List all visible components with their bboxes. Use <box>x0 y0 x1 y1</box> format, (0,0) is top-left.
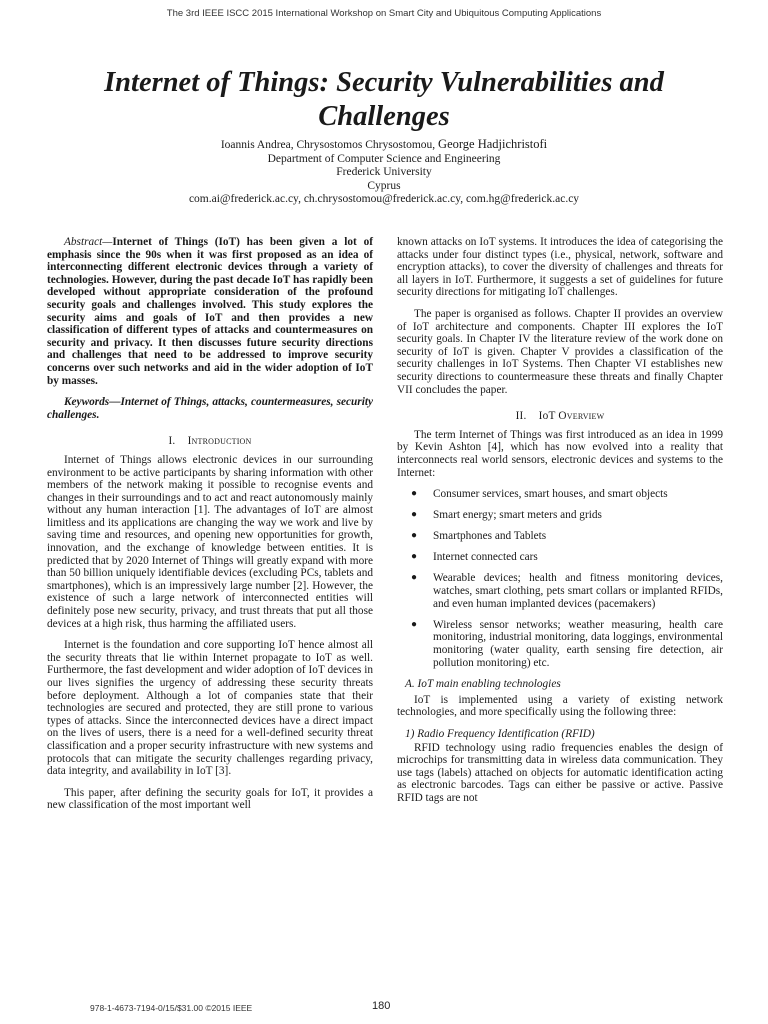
footer-isbn: 978-1-4673-7194-0/15/$31.00 ©2015 IEEE <box>90 1003 253 1013</box>
bullet-icon: ● <box>411 509 418 521</box>
section-heading-iot-overview <box>397 410 723 423</box>
subsubsection-heading-rfid: 1) Radio Frequency Identification (RFID) <box>405 727 595 740</box>
section-title: Introduction <box>187 435 252 448</box>
section-title-smallcaps: Overview <box>558 410 605 423</box>
list-item: ● Wearable devices; health and fitness monitoring devices, watches, smart clothing, pets smart collars or implanted RFIDs, and even human implanted devices (pacemakers) <box>411 572 723 610</box>
list-item: ● Smartphones and Tablets <box>411 530 547 543</box>
intro-paragraph-2: Internet is the foundation and core supporting IoT hence almost all the security threats that lie within Internet propagate to IoT as well. Furthermore, the fast development and wider adoption of IoT devices in our lives signifies the urgency of addressing these security threats before deployment. Although a lot of companies state that their technologies are secured and protected, they are still prone to various types of attacks. Since the interconnected devices have a direct impact on the lives of users, there is a need for a well-defined security threat classification and a proper security infrastructure with new systems and protocols that can mitigate the security challenges regarding privacy, data integrity, and availability in IoT [3]. <box>47 639 373 778</box>
author-names-part-b: George Hadjichristofi <box>438 137 548 151</box>
rfid-paragraph: RFID technology using radio frequencies enables the design of microchips for transmitting data in wireless data communication. They use tags (labels) attached on objects for automatic identification acting as electronic barcodes. Tags can either be passive or active. Passive RFID tags are not <box>397 741 723 804</box>
author-names-part-a: Ioannis Andrea, Chrysostomos Chrysostomou, <box>220 139 439 151</box>
bullet-icon: ● <box>411 551 418 563</box>
section-number: I. <box>168 435 176 448</box>
bullet-icon: ● <box>411 530 418 542</box>
abstract-lead: Abstract— <box>64 236 113 248</box>
list-item: ● Consumer services, smart houses, and smart objects <box>411 488 668 501</box>
keywords: Keywords—Internet of Things, attacks, countermeasures, security challenges. <box>47 396 373 421</box>
list-item: ● Smart energy; smart meters and grids <box>411 509 602 522</box>
bullet-icon: ● <box>411 488 418 500</box>
paper-title: Internet of Things: Security Vulnerabilities and Challenges <box>104 67 664 132</box>
page-number: 180 <box>372 1000 391 1012</box>
author-emails: com.ai@frederick.ac.cy, ch.chrysostomou@frederick.ac.cy, com.hg@frederick.ac.cy <box>188 193 580 206</box>
list-item: ● Internet connected cars <box>411 551 538 564</box>
bullet-icon: ● <box>411 572 418 584</box>
section-title-prefix: IoT <box>538 410 559 423</box>
author-university: Frederick University <box>336 166 432 179</box>
author-block <box>100 138 668 207</box>
overview-paragraph-1: The term Internet of Things was first introduced as an idea in 1999 by Kevin Ashton [4], which has now evolved into a reality that interconnects real world sensors, electronic devices and systems to the Internet: <box>397 428 723 479</box>
intro-paragraph-1: Internet of Things allows electronic devices in our surrounding environment to be active participants by sharing information with other members of the network making it possible to recognise events and changes in their surroundings and to act and react autonomously mainly without any human interaction [1]. The advantages of IoT are almost limitless and its applications are changing the way we work and live by saving time and resources, and opening new opportunities for growth, innovation, and the exchange of knowledge between entities. It is predicted that by 2020 Internet of Things will greatly expand with more than 50 billion uniquely identifiable devices (excluding PCs, tablets and smartphones), which is an impressively large number [2]. However, the existence of such a large network of interconnected entities will definitely pose new security, privacy, and trust threats that put all those devices at a high risk, thus harming the affiliated users. <box>47 453 373 630</box>
conference-header: The 3rd IEEE ISCC 2015 International Workshop on Smart City and Ubiquitous Computing Applications <box>166 8 602 19</box>
bullet-icon: ● <box>411 618 418 630</box>
overview-paragraph-2: IoT is implemented using a variety of existing network technologies, and more specifically using the following three: <box>397 693 723 719</box>
subsection-heading-enabling-technologies: A. IoT main enabling technologies <box>405 678 561 691</box>
intro-paragraph-3-continued: known attacks on IoT systems. It introduces the idea of categorising the attacks under four distinct types (i.e., physical, network, software and encryption attacks), to cover the diversity of challenges and threats for all layers in IoT. Furthermore, it suggests a set of guidelines for future security directions for mitigating IoT challenges. <box>397 236 723 299</box>
intro-paragraph-4: The paper is organised as follows. Chapter II provides an overview of IoT architecture and components. Chapter III explores the IoT security goals. In Chapter IV the literature review of the work done on security of IoT is given. Chapter V provides a classification of the security challenges in IoT Systems. Then Chapter VI establishes new security directions to countermeasure these threats and finally Chapter VII concludes the paper. <box>397 307 723 396</box>
section-number: II. <box>515 410 527 423</box>
author-department: Department of Computer Science and Engineering <box>267 152 501 165</box>
abstract-body: Internet of Things (IoT) has been given a lot of emphasis since the 90s when it was first proposed as an idea of interconnecting different electronic devices through a variety of technologies. However, during the past decade IoT has rapidly been developed without appropriate consideration of the profound security goals and challenges involved. This study explores the security aims and goals of IoT and then provides a new classification of different types of attacks and countermeasures on security and privacy. It then discusses future security directions and challenges that need to be addressed to improve security concerns over such networks and aid in the wider adoption of IoT by masses. <box>47 236 373 387</box>
author-country: Cyprus <box>367 179 401 192</box>
intro-paragraph-3: This paper, after defining the security goals for IoT, it provides a new classification of the most important well <box>47 786 373 812</box>
section-heading-introduction <box>47 435 373 448</box>
left-column <box>47 236 373 821</box>
iot-applications-list <box>397 488 723 669</box>
right-column <box>397 236 723 813</box>
list-item: ● Wireless sensor networks; weather measuring, health care monitoring, industrial monitoring, data loggings, environmental monitoring (water quality, earth sensing fire detection, air pollution monitoring) etc. <box>411 618 723 669</box>
author-names <box>100 138 668 153</box>
abstract <box>47 236 373 387</box>
